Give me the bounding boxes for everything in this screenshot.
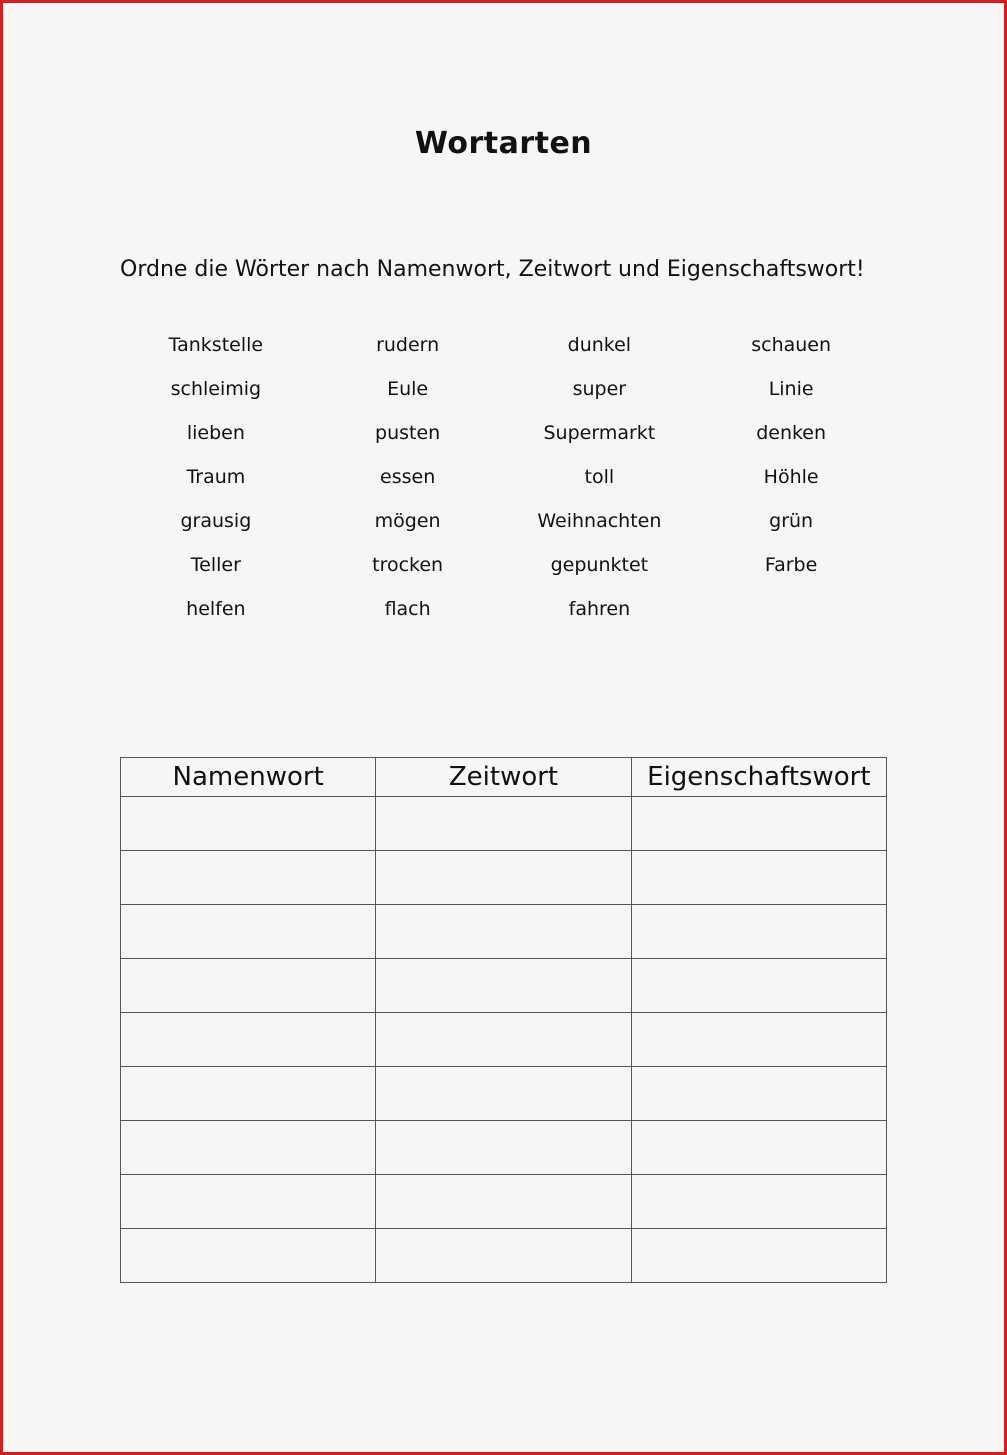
table-row xyxy=(121,1067,887,1121)
zeitwort-cell[interactable] xyxy=(376,797,631,851)
zeitwort-cell[interactable] xyxy=(376,851,631,905)
namenwort-cell[interactable] xyxy=(121,851,376,905)
zeitwort-cell[interactable] xyxy=(376,1013,631,1067)
eigenschaftswort-cell[interactable] xyxy=(631,1067,886,1121)
zeitwort-cell[interactable] xyxy=(376,905,631,959)
table-row xyxy=(121,905,887,959)
table-row xyxy=(121,851,887,905)
word-item: Farbe xyxy=(764,554,818,576)
word-item: Supermarkt xyxy=(543,422,656,444)
word-item: denken xyxy=(756,422,827,444)
word-item: rudern xyxy=(376,334,440,356)
word-item: toll xyxy=(584,466,615,488)
eigenschaftswort-cell[interactable] xyxy=(631,1121,886,1175)
word-item: super xyxy=(572,378,627,400)
word-item: essen xyxy=(380,466,436,488)
word-item: grün xyxy=(769,510,814,532)
word-item: gepunktet xyxy=(550,554,649,576)
word-item: schauen xyxy=(751,334,832,356)
eigenschaftswort-cell[interactable] xyxy=(631,797,886,851)
header-zeitwort: Zeitwort xyxy=(376,758,631,797)
zeitwort-cell[interactable] xyxy=(376,1175,631,1229)
word-item: Linie xyxy=(768,378,814,400)
eigenschaftswort-cell[interactable] xyxy=(631,1229,886,1283)
worksheet-title: Wortarten xyxy=(414,126,593,161)
namenwort-cell[interactable] xyxy=(121,1175,376,1229)
word-item: trocken xyxy=(372,554,444,576)
word-item: schleimig xyxy=(170,378,262,400)
table-row xyxy=(121,1013,887,1067)
word-item: Höhle xyxy=(763,466,819,488)
word-item: flach xyxy=(384,598,431,620)
word-bank xyxy=(120,328,887,636)
eigenschaftswort-cell[interactable] xyxy=(631,1013,886,1067)
namenwort-cell[interactable] xyxy=(121,1229,376,1283)
table-row xyxy=(121,1121,887,1175)
namenwort-cell[interactable] xyxy=(121,1067,376,1121)
zeitwort-cell[interactable] xyxy=(376,959,631,1013)
word-item: grausig xyxy=(180,510,252,532)
namenwort-cell[interactable] xyxy=(121,1013,376,1067)
word-item: helfen xyxy=(186,598,246,620)
instruction-text: Ordne die Wörter nach Namenwort, Zeitwort und Eigenschaftswort! xyxy=(120,257,865,282)
sorting-table xyxy=(120,757,887,1283)
namenwort-cell[interactable] xyxy=(121,797,376,851)
header-eigenschaftswort: Eigenschaftswort xyxy=(631,758,886,797)
word-item: dunkel xyxy=(567,334,632,356)
word-item: Tankstelle xyxy=(168,334,264,356)
table-header-row xyxy=(121,758,887,797)
word-item xyxy=(695,592,887,636)
namenwort-cell[interactable] xyxy=(121,1121,376,1175)
word-item: mögen xyxy=(374,510,441,532)
word-item: pusten xyxy=(375,422,441,444)
word-item: Traum xyxy=(186,466,246,488)
eigenschaftswort-cell[interactable] xyxy=(631,851,886,905)
eigenschaftswort-cell[interactable] xyxy=(631,905,886,959)
word-item: lieben xyxy=(186,422,245,444)
word-item: Eule xyxy=(387,378,429,400)
table-row xyxy=(121,959,887,1013)
word-item: Weihnachten xyxy=(537,510,662,532)
table-row xyxy=(121,1229,887,1283)
word-item: Teller xyxy=(190,554,241,576)
word-item: fahren xyxy=(568,598,631,620)
eigenschaftswort-cell[interactable] xyxy=(631,1175,886,1229)
namenwort-cell[interactable] xyxy=(121,959,376,1013)
zeitwort-cell[interactable] xyxy=(376,1229,631,1283)
eigenschaftswort-cell[interactable] xyxy=(631,959,886,1013)
table-row xyxy=(121,1175,887,1229)
namenwort-cell[interactable] xyxy=(121,905,376,959)
header-namenwort: Namenwort xyxy=(121,758,376,797)
table-row xyxy=(121,797,887,851)
zeitwort-cell[interactable] xyxy=(376,1121,631,1175)
zeitwort-cell[interactable] xyxy=(376,1067,631,1121)
